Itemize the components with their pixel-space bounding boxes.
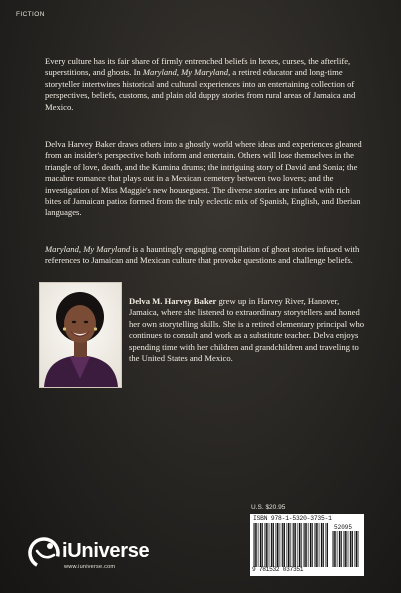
isbn-number: ISBN 978-1-5320-3735-1 [253, 515, 332, 522]
book-title: Maryland, My Maryland [45, 244, 131, 254]
blurb-text: is a hauntingly engaging compilation of ghost stories infused with references to Jamaican and Mexican culture that provoke questions and challenge beliefs. [45, 244, 360, 266]
genre-label: FICTION [16, 11, 45, 18]
author-name: Delva M. Harvey Baker [129, 296, 217, 306]
barcode-addon-bars [332, 531, 360, 567]
publisher-url: www.iuniverse.com [64, 564, 116, 570]
book-title: Maryland, My Maryland [142, 67, 229, 78]
blurb-paragraph-2: Delva Harvey Baker draws others into a ghostly world where ideas and experiences gleaned from an insider's perspective both inform and entertain. Others will lose themselves in the triangle of love, death, and the Kumina drums; the intriguing story of David and Sonia; the macabre romance that plays out in a Mexican cemetery between two lovers; and the investigation of Miss Maggie's new houseguest. The diverse stories are infused with rich bites of Jamaican patios formed from the truly eclectic mix of Spanish, English, and Iberian languages. [45, 139, 362, 218]
blurb-text: , a retired educator and long-time storyteller intertwines historical and cultural experiences into an entertaining collection of perspectives, beliefs, customs, and plain old duppy stories from rural areas of Jamaica and Mexico. [45, 67, 356, 112]
barcode-bars [253, 523, 329, 567]
author-bio [129, 296, 369, 364]
price-label: U.S. $20.95 [251, 504, 286, 511]
blurb-paragraph-1 [45, 56, 365, 113]
iuniverse-swirl-icon [28, 537, 60, 569]
author-photo [39, 282, 122, 388]
ean-number: 9 781532 037351 [252, 566, 304, 573]
publisher-logo [28, 537, 178, 577]
author-portrait-image [40, 283, 121, 387]
isbn-barcode [250, 514, 364, 576]
author-bio-text: grew up in Harvey River, Hanover, Jamaica, where she listened to extraordinary storytellers and honed her own storytelling skills. She is a retired elementary principal who continues to consult and work as a substitute teacher. Delva enjoys spending time with her children and grandchildren and traveling to the United States and Mexico. [129, 296, 365, 364]
blurb-text: Every culture has its fair share of firmly entrenched beliefs in hexes, curses, the afterlife, superstitions, and ghosts. In [45, 56, 351, 78]
blurb-paragraph-3 [45, 244, 365, 267]
barcode-addon-digits: 52095 [334, 524, 353, 531]
publisher-name: iUniverse [62, 540, 150, 562]
